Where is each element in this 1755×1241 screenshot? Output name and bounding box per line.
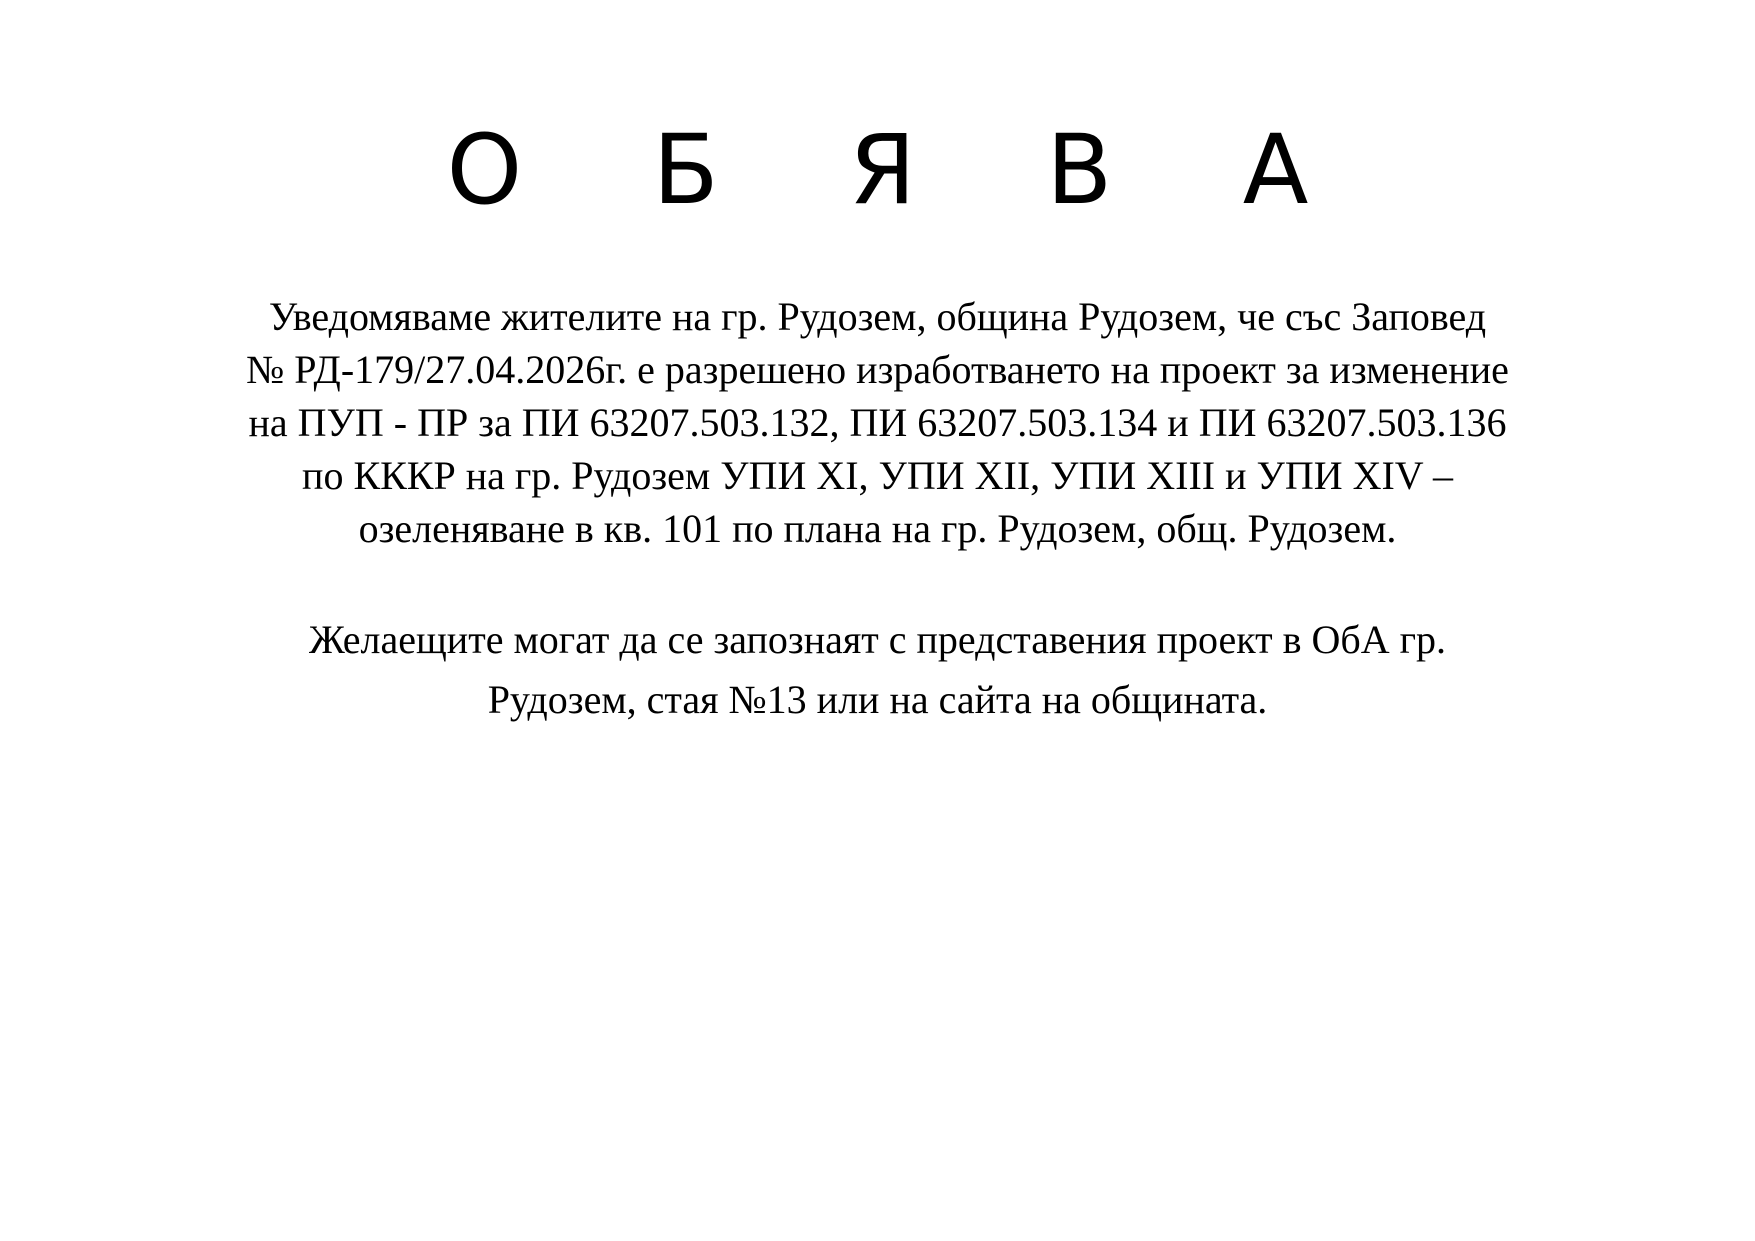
paragraph-1-line: № РД-179/27.04.2026г. е разрешено изработването на проект за изменение [246, 347, 1509, 392]
paragraph-1-line: на ПУП - ПР за ПИ 63207.503.132, ПИ 63207.503.134 и ПИ 63207.503.136 [248, 400, 1507, 445]
notice-paragraph-1 [120, 290, 1635, 555]
paragraph-1-line: озеленяване в кв. 101 по плана на гр. Рудозем, общ. Рудозем. [358, 506, 1397, 551]
paragraph-1-line: Уведомяваме жителите на гр. Рудозем, община Рудозем, че със Заповед [268, 294, 1487, 339]
notice-paragraph-2 [120, 610, 1635, 730]
paragraph-1-line: по КККР на гр. Рудозем УПИ XI, УПИ XII, УПИ XIII и УПИ XIV – [302, 453, 1453, 498]
paragraph-2-line: Желаещите могат да се запознаят с представения проект в ОбА гр. [308, 617, 1447, 662]
notice-title: О Б Я В А [446, 114, 1359, 226]
paragraph-2-line: Рудозем, стая №13 или на сайта на общината. [487, 677, 1268, 722]
